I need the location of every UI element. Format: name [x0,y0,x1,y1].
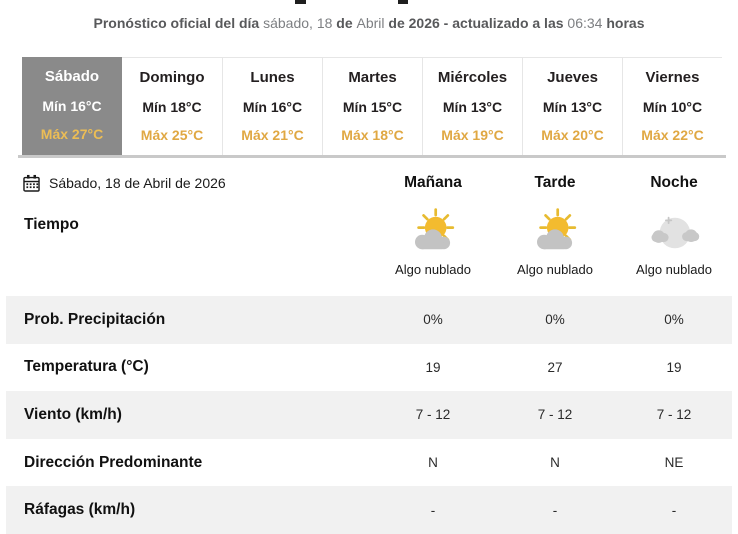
condition-label: Algo nublado [517,262,593,277]
subtitle-segment: Abril [356,15,389,31]
table-row-rafagas-km-h- [6,486,732,534]
day-name: Miércoles [437,69,508,86]
day-name: Domingo [139,69,205,86]
subtitle-segment: sábado, 18 [263,15,337,31]
day-tab-martes[interactable] [322,57,422,155]
value-tarde: 0% [545,312,565,328]
table-row-viento-km-h- [6,391,732,439]
table-row-temperatura-c- [6,344,732,392]
condition-label: Algo nublado [636,262,712,277]
calendar-icon [22,174,41,193]
value-tarde: 27 [547,359,563,375]
row-label: Prob. Precipitación [24,310,166,328]
value-noche: 19 [666,359,682,375]
subtitle-segment: actualizado a las [452,15,568,31]
table-row-prob-precipitacion [6,296,732,344]
weather-condition-row [6,200,732,296]
value-tarde: - [552,502,558,518]
day-min-temp: Mín 16°C [242,99,303,115]
value-noche: 0% [664,312,684,328]
value-manana: 19 [425,359,441,375]
day-max-temp: Máx 27°C [40,126,104,142]
subtitle-segment: de 2026 - [388,15,453,31]
day-min-temp: Mín 16°C [42,98,102,114]
selected-date-label: Sábado, 18 de Abril de 2026 [49,175,226,191]
forecast-table [6,296,732,534]
selected-date [6,174,372,193]
row-label: Temperatura (°C) [24,358,149,376]
day-min-temp: Mín 18°C [142,99,202,115]
sun-cloud-icon [406,206,460,260]
subtitle-segment: de [336,15,357,31]
day-name: Lunes [250,69,295,86]
condition-cell-manana [372,200,494,296]
day-min-temp: Mín 13°C [442,99,503,115]
cropped-title-remnant [398,0,408,4]
value-manana: 7 - 12 [415,407,451,423]
day-max-temp: Máx 18°C [341,127,404,143]
row-label: Viento (km/h) [24,405,122,423]
value-manana: - [430,502,436,518]
day-tab-sabado[interactable] [22,57,122,155]
forecast-subtitle [0,13,738,33]
weather-row-label: Tiempo [24,216,79,233]
detail-header-row [6,166,732,200]
subtitle-segment: 06:34 [567,15,607,31]
value-manana: N [428,455,438,471]
day-max-temp: Máx 19°C [441,127,504,143]
value-noche: 7 - 12 [656,407,692,423]
sun-cloud-icon [528,206,582,260]
moon-cloud-icon [647,206,701,260]
day-tab-miercoles[interactable] [422,57,522,155]
condition-cell-tarde [494,200,616,296]
day-max-temp: Máx 22°C [641,127,704,143]
table-row-direccion-predominante [6,439,732,487]
day-name: Jueves [547,69,598,86]
subtitle-segment: horas [606,15,645,31]
day-tab-domingo[interactable] [122,57,222,155]
day-name: Sábado [44,68,100,85]
column-header-manana: Mañana [404,174,462,191]
value-tarde: 7 - 12 [537,407,573,423]
day-max-temp: Máx 20°C [541,127,604,143]
day-max-temp: Máx 25°C [140,127,204,143]
day-tab-jueves[interactable] [522,57,622,155]
day-min-temp: Mín 10°C [642,99,703,115]
day-max-temp: Máx 21°C [241,127,304,143]
day-tab-lunes[interactable] [222,57,322,155]
day-min-temp: Mín 15°C [342,99,403,115]
day-tab-viernes[interactable] [622,57,722,155]
row-label: Ráfagas (km/h) [24,501,136,519]
cropped-title-remnant [295,0,306,4]
condition-cell-noche [616,200,732,296]
column-header-tarde: Tarde [534,174,576,191]
row-label: Dirección Predominante [24,453,203,471]
day-name: Martes [348,69,397,86]
condition-label: Algo nublado [395,262,471,277]
value-tarde: N [550,455,560,471]
value-noche: NE [664,455,684,471]
day-tabs-divider [18,155,726,158]
day-tabs [22,57,722,155]
day-name: Viernes [645,69,700,86]
column-header-noche: Noche [650,174,698,191]
subtitle-segment: Pronóstico oficial del día [93,15,264,31]
value-manana: 0% [423,312,443,328]
day-min-temp: Mín 13°C [542,99,603,115]
value-noche: - [671,502,677,518]
